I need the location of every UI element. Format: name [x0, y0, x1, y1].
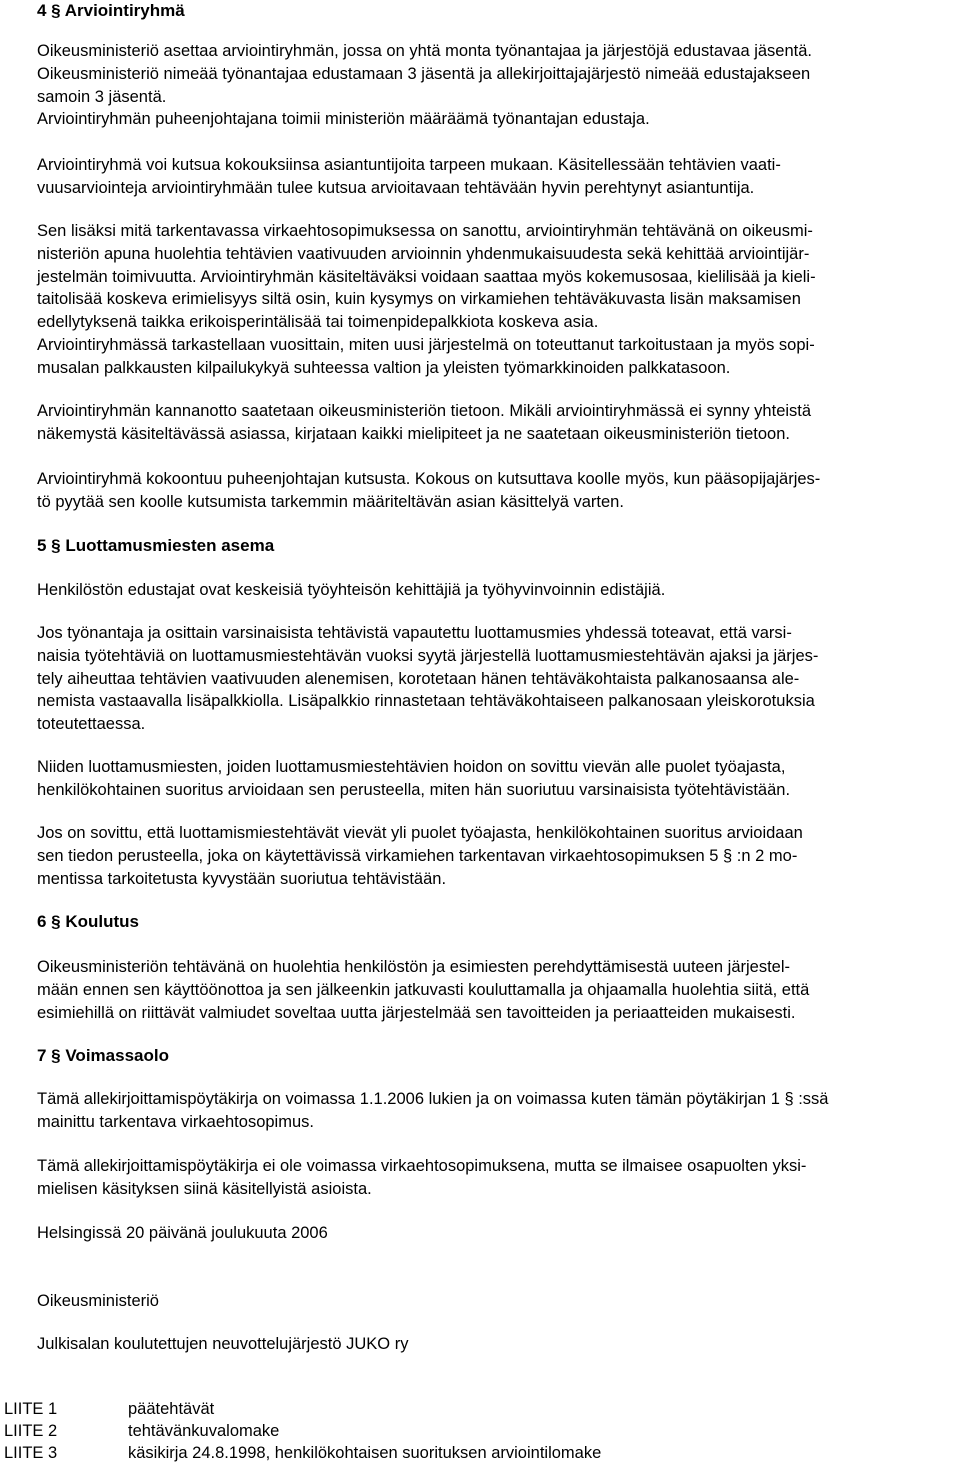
signature-party-oikeusministerio: Oikeusministeriö — [37, 1292, 159, 1310]
section-7-heading: 7 § Voimassaolo — [37, 1046, 169, 1065]
attachment-value: käsikirja 24.8.1998, henkilökohtaisen suorituksen arviointilomake — [128, 1444, 602, 1462]
section-6-paragraph-1: Oikeusministeriön tehtävänä on huolehtia henkilöstön ja esimiesten perehdyttämisestä uuteen järjestel- mään ennen sen käyttöönottoa ja sen jälkeenkin jatkuvasti kouluttamalla ja ohjaamalla huolehtia siitä, että esimiehillä on riittävät valmiudet soveltaa uutta järjestelmää sen tavoitteiden ja periaatteiden mukaisesti. — [37, 958, 810, 1022]
section-5-paragraph-2: Jos työnantaja ja osittain varsinaisista tehtävistä vapautettu luottamusmies yhdessä toteavat, että varsi- naisia työtehtäviä on luottamusmiestehtävän vuoksi syytä järjestellä luottamusmiestehtävän ajaksi ja järjes- tely aiheuttaa tehtävien vaativuuden alenemisen, korotetaan hänen tehtäväkohtaista palkanosaansa ale- nemista vastaavalla lisäpalkkiolla. Lisäpalkkio rinnastetaan tehtäväkohtaiseen palkanosaan yleiskorotuksia toteutettaessa. — [37, 624, 819, 734]
section-4-paragraph-5: Arviointiryhmä kokoontuu puheenjohtajan kutsusta. Kokous on kutsuttava koolle myös, kun pääsopijajärjes- tö pyytää sen koolle kutsumista tarkemmin määriteltävän asian käsittelyä varten. — [37, 470, 821, 511]
section-5-paragraph-4: Jos on sovittu, että luottamismiestehtävät vievät yli puolet työajasta, henkilökohtainen suoritus arvioidaan sen tiedon perusteella, joka on käytettävissä virkamiehen tarkentavan virkaehtosopimuksen 5 § :n 2 mo- mentissa tarkoitetusta kyvystään suoriutua tehtävistään. — [37, 824, 803, 888]
section-7-paragraph-2: Tämä allekirjoittamispöytäkirja ei ole voimassa virkaehtosopimuksena, mutta se ilmaisee osapuolten yksi- mielisen käsityksen siinä käsitellyistä asioista. — [37, 1157, 807, 1198]
attachment-key: LIITE 2 — [4, 1422, 58, 1440]
attachment-key: LIITE 1 — [4, 1400, 58, 1418]
section-4-paragraph-1: Oikeusministeriö asettaa arviointiryhmän, jossa on yhtä monta työnantajaa ja järjestöjä edustavaa jäsentä. Oikeusministeriö nimeää työnantajaa edustamaan 3 jäsentä ja allekirjoittajajärjestö nimeää edustajakseen samoin 3 jäsentä. Arviointiryhmän puheenjohtajana toimii ministeriön määräämä työnantajan edustaja. — [37, 42, 813, 129]
attachment-key: LIITE 3 — [4, 1444, 58, 1462]
section-5-heading: 5 § Luottamusmiesten asema — [37, 536, 275, 555]
section-6-heading: 6 § Koulutus — [37, 912, 140, 931]
signature-party-juko: Julkisalan koulutettujen neuvottelujärjestö JUKO ry — [37, 1335, 409, 1353]
section-4-paragraph-4: Arviointiryhmän kannanotto saatetaan oikeusministeriön tietoon. Mikäli arviointiryhmässä ei synny yhteistä näkemystä käsiteltävässä asiassa, kirjataan kaikki mielipiteet ja ne saatetaan oikeusministeriön tietoon. — [37, 402, 812, 443]
section-4-paragraph-2: Arviointiryhmä voi kutsua kokouksiinsa asiantuntijoita tarpeen mukaan. Käsitellessään tehtävien vaati- vuusarviointeja arviointiryhmään tulee kutsua arvioitavaan tehtävään hyvin perehtynyt asiantuntija. — [37, 156, 781, 197]
section-5-paragraph-1: Henkilöstön edustajat ovat keskeisiä työyhteisön kehittäjiä ja työhyvinvoinnin edistäjiä. — [37, 581, 666, 599]
section-5-paragraph-3: Niiden luottamusmiesten, joiden luottamusmiestehtävien hoidon on sovittu vievän alle puolet työajasta, henkilökohtainen suoritus arvioidaan sen perusteella, miten hän suoriutuu varsinaisista työtehtävistään. — [37, 758, 791, 799]
attachment-value: tehtävänkuvalomake — [128, 1422, 280, 1440]
section-4-heading: 4 § Arviointiryhmä — [37, 1, 185, 20]
signature-place-date: Helsingissä 20 päivänä joulukuuta 2006 — [37, 1224, 328, 1242]
attachment-value: päätehtävät — [128, 1400, 215, 1418]
section-4-paragraph-3: Sen lisäksi mitä tarkentavassa virkaehtosopimuksessa on sanottu, arviointiryhmän tehtävänä on oikeusmi- nisteriön apuna huolehtia tehtävien vaativuuden arvioinnin yhdenmukaisuudesta sekä kehittää arviointijär- jestelmän toimivuutta. Arviointiryhmän käsiteltäväksi voidaan saattaa myös kokemusosaa, kielilisää ja kieli- taitolisää koskeva erimielisyys siltä osin, kuin kysymys on virkamiehen tehtäväkuvasta lisän maksamisen edellytyksenä taikka erikoisperintälisää tai toimenpidepalkkiota koskeva asia. Arviointiryhmässä tarkastellaan vuosittain, miten uusi järjestelmä on toteuttanut tarkoitustaan ja myös sopi- musalan palkkausten kilpailukykyä suhteessa valtion ja yleisten työmarkkinoiden palkkatasoon. — [37, 222, 816, 377]
section-7-paragraph-1: Tämä allekirjoittamispöytäkirja on voimassa 1.1.2006 lukien ja on voimassa kuten tämän pöytäkirjan 1 § :ssä mainittu tarkentava virkaehtosopimus. — [37, 1090, 829, 1131]
